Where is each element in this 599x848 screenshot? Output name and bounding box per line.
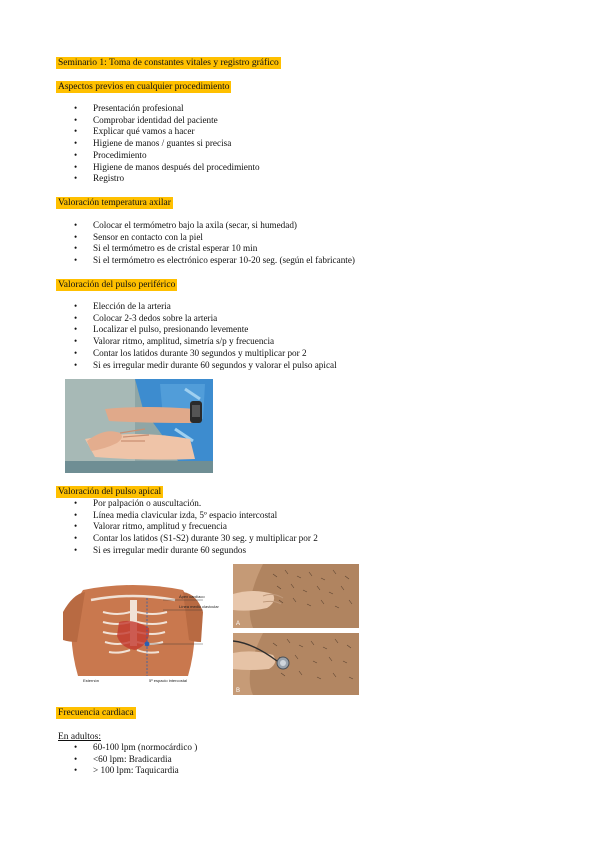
- chest-label-intercostal: 5º espacio intercostal: [149, 678, 187, 683]
- list-item: • <60 lpm: Bradicardia: [56, 754, 197, 766]
- panel-label-b: B: [236, 688, 241, 694]
- list-item: • Si es irregular medir durante 60 segundos y valorar el pulso apical: [56, 360, 337, 372]
- section-heading-frecuencia: Frecuencia cardiaca: [58, 708, 134, 718]
- list-item: • Si el termómetro es electrónico esperar 10-20 seg. (según el fabricante): [56, 255, 355, 267]
- list-temperatura: [56, 220, 355, 267]
- list-item: • Elección de la arteria: [56, 301, 337, 313]
- list-item: • Localizar el pulso, presionando levemente: [56, 324, 337, 336]
- list-item: • Presentación profesional: [56, 103, 260, 115]
- list-item: • Colocar el termómetro bajo la axila (secar, si humedad): [56, 220, 355, 232]
- chest-label-apex: Ápex cardíaco: [179, 594, 205, 599]
- section-heading-previos: Aspectos previos en cualquier procedimiento: [58, 82, 230, 92]
- auscultation-photo-b: [233, 633, 359, 695]
- list-item: • Valorar ritmo, amplitud, simetría s/p y frecuencia: [56, 336, 337, 348]
- chest-label-clavicular: Línea medio clavicular: [179, 604, 219, 609]
- list-item: • Contar los latidos durante 30 segundos y multiplicar por 2: [56, 348, 337, 360]
- list-item: • Si el termómetro es de cristal esperar 10 min: [56, 243, 355, 255]
- section-heading-pulso-periferico: Valoración del pulso periférico: [58, 280, 176, 290]
- list-item: • Colocar 2-3 dedos sobre la arteria: [56, 313, 337, 325]
- list-item: • Sensor en contacto con la piel: [56, 232, 355, 244]
- list-item: • Si es irregular medir durante 60 segundos: [56, 545, 318, 557]
- list-item: • > 100 lpm: Taquicardia: [56, 765, 197, 777]
- list-previos: [56, 103, 260, 185]
- list-item: • Línea media clavicular izda, 5º espacio intercostal: [56, 510, 318, 522]
- list-item: • Por palpación o auscultación.: [56, 498, 318, 510]
- list-item: • Contar los latidos (S1-S2) durante 30 seg. y multiplicar por 2: [56, 533, 318, 545]
- subheading-adultos: En adultos:: [58, 732, 102, 742]
- list-pulso-periferico: [56, 301, 337, 371]
- chest-diagram-figure: [63, 582, 228, 684]
- list-item: • Higiene de manos después del procedimiento: [56, 162, 260, 174]
- radial-pulse-photo: [65, 379, 213, 473]
- list-item: • Higiene de manos / guantes si precisa: [56, 138, 260, 150]
- list-pulso-apical: [56, 498, 318, 557]
- section-heading-pulso-apical: Valoración del pulso apical: [58, 487, 162, 497]
- seminar-title: Seminario 1: Toma de constantes vitales y registro gráfico: [58, 58, 279, 68]
- list-item: • Valorar ritmo, amplitud y frecuencia: [56, 521, 318, 533]
- chest-label-sternum: Esternón: [83, 678, 100, 683]
- list-frecuencia: [56, 742, 197, 777]
- palpation-photo-a: [233, 564, 359, 628]
- list-item: • Comprobar identidad del paciente: [56, 115, 260, 127]
- list-item: • 60-100 lpm (normocárdico ): [56, 742, 197, 754]
- list-item: • Registro: [56, 173, 260, 185]
- list-item: • Procedimiento: [56, 150, 260, 162]
- panel-label-a: A: [236, 621, 241, 627]
- list-item: • Explicar qué vamos a hacer: [56, 126, 260, 138]
- section-heading-temperatura: Valoración temperatura axilar: [58, 198, 171, 208]
